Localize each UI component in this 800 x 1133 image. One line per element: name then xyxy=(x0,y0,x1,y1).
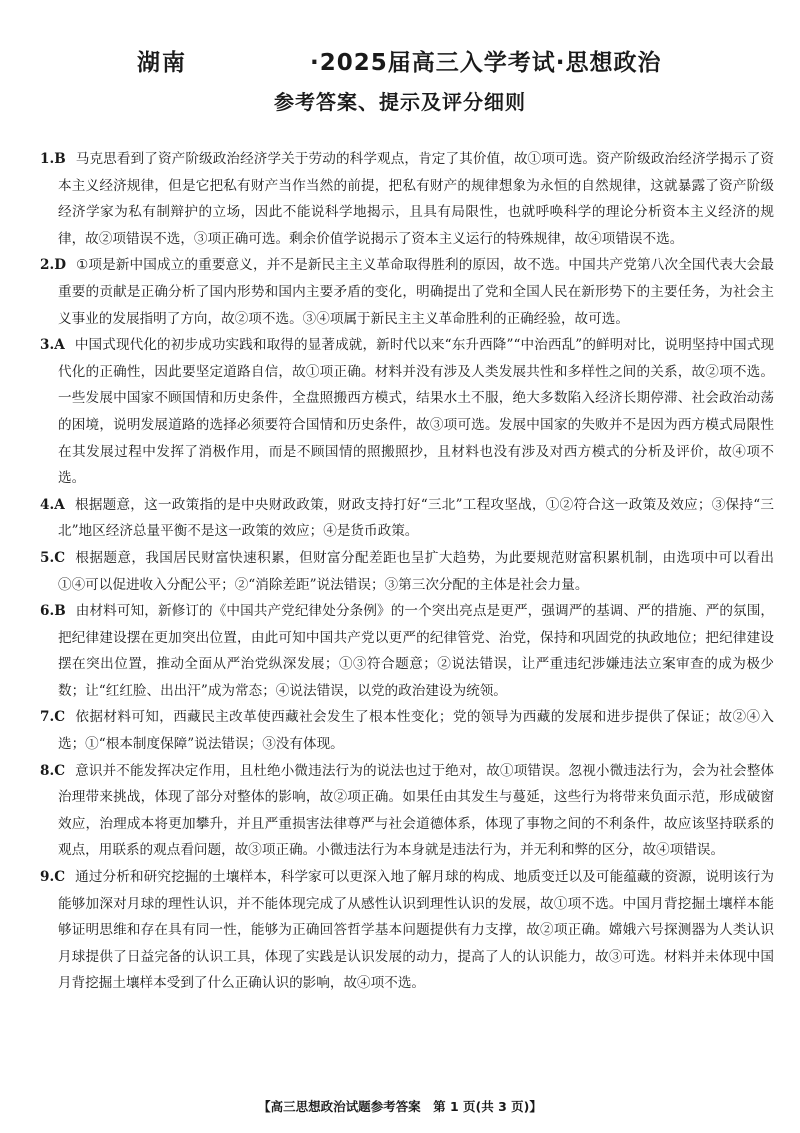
answer-item-5 xyxy=(40,545,774,598)
page-subtitle: 参考答案、提示及评分细则 xyxy=(274,90,526,114)
answer-number: 8.C xyxy=(40,762,66,779)
answer-explanation: 马克思看到了资产阶级政治经济学关于劳动的科学观点，肯定了其价值，故①项可选。资产阶级政治经济学揭示了资本主义经济规律，但是它把私有财产当作当然的前提，把私有财产的规律想象为永恒的自然规律，这就暴露了资产阶级经济学家为私有制辩护的立场，因此不能说科学地揭示，且具有局限性，也就呼唤科学的理论分析资本主义经济的规律，故②项错误不选，③项正确可选。剩余价值学说揭示了资本主义运行的特殊规律，故④项错误不选。 xyxy=(58,151,774,247)
answer-explanation: 通过分析和研究挖掘的土壤样本，科学家可以更深入地了解月球的构成、地质变迁以及可能蕴藏的资源，说明该行为能够加深对月球的理性认识，并不能体现完成了从感性认识到理性认识的发展，故①项不选。中国月背挖掘土壤样本能够证明思维和存在具有同一性，能够为正确回答哲学基本问题提供有力支撑，故②项正确。嫦娥六号探测器为人类认识月球提供了日益完备的认识工具，体现了实践是认识发展的动力，提高了人的认识能力，故③可选。材料并未体现中国月背挖掘土壤样本受到了什么正确认识的影响，故④项不选。 xyxy=(58,869,774,992)
answer-item-7 xyxy=(40,704,774,757)
answer-explanation: 中国式现代化的初步成功实践和取得的显著成就，新时代以来“东升西降”“中治西乱”的鲜明对比，说明坚持中国式现代化的正确性，因此要坚定道路自信，故①项正确。材料并没有涉及人类发展共性和多样性之间的关系，故②项不选。一些发展中国家不顾国情和历史条件，全盘照搬西方模式，结果水土不服，绝大多数陷入经济长期停滞、社会政治动荡的困境，说明发展道路的选择必须要符合国情和历史条件，故③项可选。发展中国家的失败并不是因为西方模式局限性在其发展过程中发挥了消极作用，而是不顾国情的照搬照抄，且材料也没有涉及对西方模式的分析及评价，故④项不选。 xyxy=(58,337,774,487)
answer-number: 3.A xyxy=(40,337,65,354)
answer-item-9 xyxy=(40,864,774,997)
answer-item-4 xyxy=(40,492,774,545)
answer-explanation: 根据题意，这一政策指的是中央财政政策，财政支持打好“三北”工程攻坚战，①②符合这一政策及效应；③保持“三北”地区经济总量平衡不是这一政策的效应；④是货币政策。 xyxy=(58,496,774,540)
answer-number: 2.D xyxy=(40,257,66,274)
answer-number: 1.B xyxy=(40,151,66,167)
answer-explanation: 意识并不能发挥决定作用，且杜绝小微违法行为的说法也过于绝对，故①项错误。忽视小微违法行为，会为社会整体治理带来挑战，体现了部分对整体的影响，故②项正确。如果任由其发生与蔓延，这些行为将带来负面示范，形成破窗效应，治理成本将更加攀升，并且严重损害法律尊严与社会道德体系，体现了事物之间的不利条件，故应该坚持联系的观点，用联系的观点看问题，故③项正确。小微违法行为本身就是违法行为，并无利和弊的区分，故④项错误。 xyxy=(58,762,774,859)
answer-item-6 xyxy=(40,598,774,704)
page-footer: 【高三思想政治试题参考答案 第 1 页(共 3 页)】 xyxy=(258,1099,542,1114)
exam-title: ·2025届高三入学考试·思想政治 xyxy=(310,50,662,76)
answer-item-2 xyxy=(40,252,774,332)
answer-number: 5.C xyxy=(40,549,66,566)
answer-explanation: 根据题意，我国居民财富快速积累，但财富分配差距也呈扩大趋势，为此要规范财富积累机制，由选项中可以看出①④可以促进收入分配公平；②“消除差距”说法错误；③第三次分配的主体是社会力量。 xyxy=(58,549,774,593)
answer-number: 7.C xyxy=(40,709,66,726)
answer-number: 6.B xyxy=(40,603,66,620)
answer-explanation: ①项是新中国成立的重要意义，并不是新民主主义革命取得胜利的原因，故不选。中国共产党第八次全国代表大会最重要的贡献是正确分析了国内形势和国内主要矛盾的变化，明确提出了党和全国人民在新形势下的主要任务，为社会主义事业的发展指明了方向，故②项不选。③④项属于新民主主义革命胜利的正确经验，故可选。 xyxy=(58,257,774,327)
answer-number: 4.A xyxy=(40,496,65,513)
answer-number: 9.C xyxy=(40,869,66,886)
answer-explanation: 由材料可知，新修订的《中国共产党纪律处分条例》的一个突出亮点是更严，强调严的基调、严的措施、严的氛围，把纪律建设摆在更加突出位置，由此可知中国共产党以更严的纪律管党、治党，保持和巩固党的执政地位；把纪律建设摆在突出位置，推动全面从严治党纵深发展；①③符合题意；②说法错误，让严重违纪涉嫌违法立案审查的成为极少数；让“红红脸、出出汗”成为常态；④说法错误，以党的政治建设为统领。 xyxy=(58,603,774,699)
answer-item-3 xyxy=(40,332,774,492)
answer-list xyxy=(40,146,774,997)
answer-item-8 xyxy=(40,758,774,864)
answer-item-1 xyxy=(40,146,774,252)
answer-explanation: 依据材料可知，西藏民主改革使西藏社会发生了根本性变化；党的领导为西藏的发展和进步提供了保证；故②④入选；①“根本制度保障”说法错误；③没有体现。 xyxy=(58,709,774,753)
region-label: 湖南 xyxy=(137,50,187,76)
header xyxy=(0,40,800,80)
